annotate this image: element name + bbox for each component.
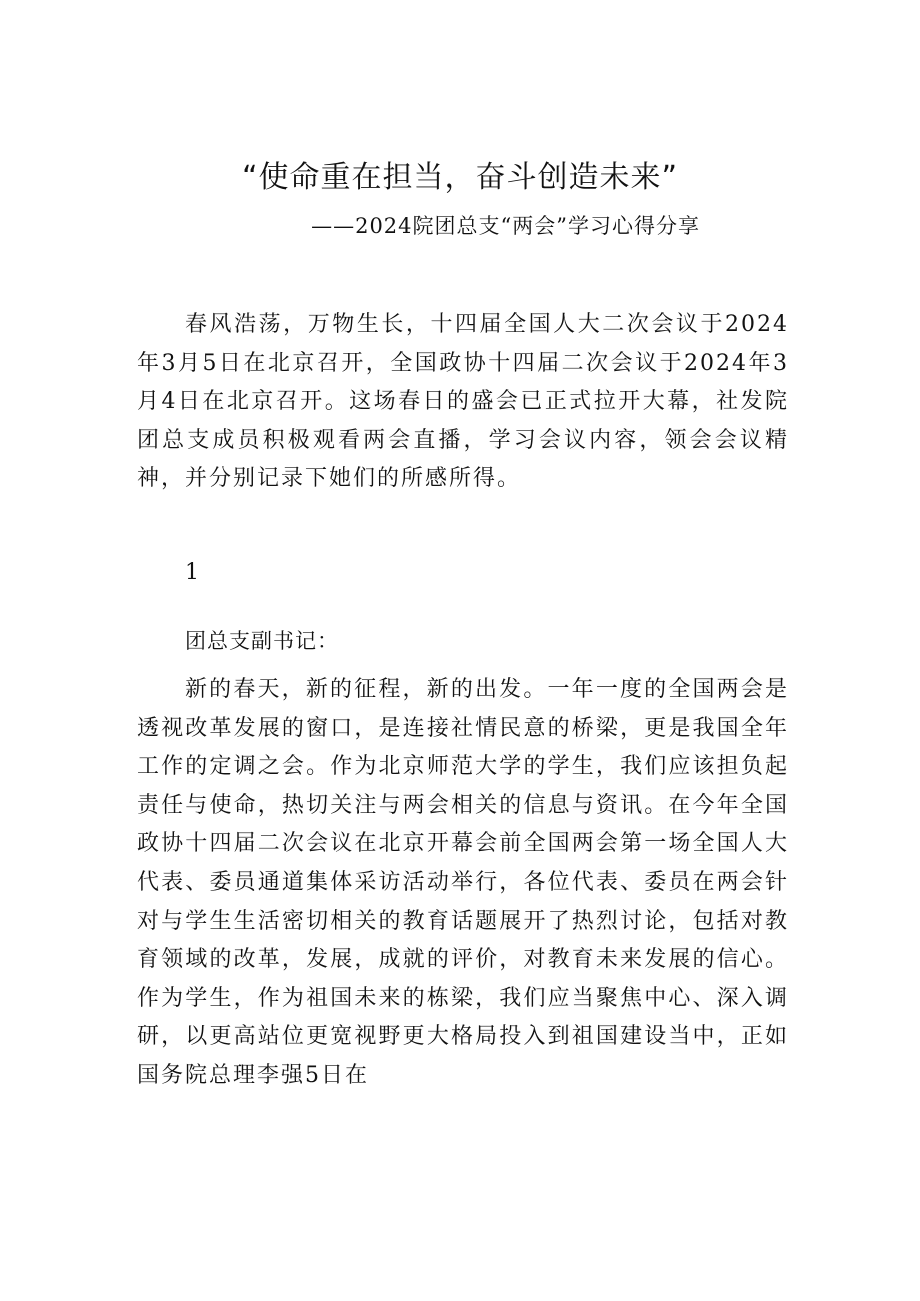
section-number: 1: [185, 560, 199, 585]
intro-paragraph: 春风浩荡，万物生长，十四届全国人大二次会议于2024年3月5日在北京召开，全国政协十四届二次会议于2024年3月4日在北京召开。这场春日的盛会已正式拉开大幕，社发院团总支成员积极观看两会直播，学习会议内容，领会会议精神，并分别记录下她们的所感所得。: [137, 312, 789, 492]
body-paragraph: 新的春天，新的征程，新的出发。一年一度的全国两会是透视改革发展的窗口，是连接社情民意的桥梁，更是我国全年工作的定调之会。作为北京师范大学的学生，我们应该担负起责任与使命，热切关注与两会相关的信息与资讯。在今年全国政协十四届二次会议在北京开幕会前全国两会第一场全国人大代表、委员通道集体采访活动举行，各位代表、委员在两会针对与学生生活密切相关的教育话题展开了热烈讨论，包括对教育领域的改革，发展，成就的评价，对教育未来发展的信心。作为学生，作为祖国未来的栋梁，我们应当聚焦中心、深入调研，以更高站位更宽视野更大格局投入到祖国建设当中，正如国务院总理李强5日在: [137, 677, 789, 1088]
document-title: “使命重在担当，奋斗创造未来”: [241, 160, 679, 195]
document-subtitle: ——2024院团总支“两会”学习心得分享: [311, 214, 700, 238]
section-heading: 团总支副书记：: [185, 629, 339, 653]
